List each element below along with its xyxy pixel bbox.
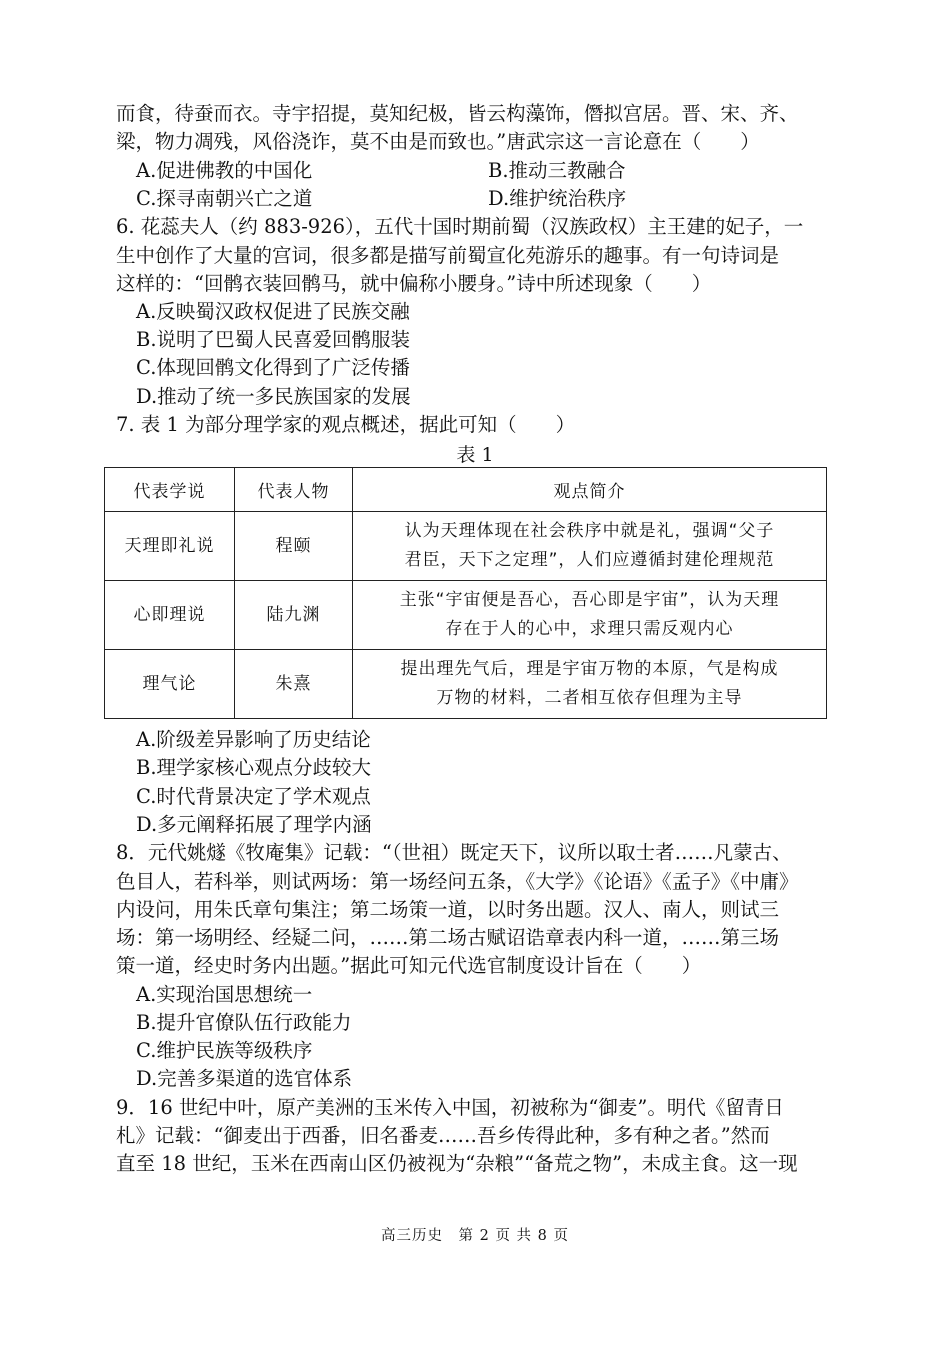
q5-line-1: 而食，待蚕而衣。寺宇招提，莫知纪极，皆云构藻饰，僭拟宫居。晋、宋、齐、 bbox=[116, 102, 799, 125]
q8-line-3: 内设问，用朱氏章句集注；第二场策一道，以时务出题。汉人、南人，则试三 bbox=[116, 898, 780, 921]
q9-line-2: 札》记载：“御麦出于西番，旧名番麦……吾乡传得此种，多有种之者。”然而 bbox=[116, 1124, 770, 1147]
cell-person: 朱熹 bbox=[235, 650, 353, 719]
q5-option-c: C.探寻南朝兴亡之道 bbox=[136, 187, 313, 210]
table-row bbox=[105, 581, 827, 650]
cell-view bbox=[353, 512, 827, 581]
cell-view-line: 认为天理体现在社会秩序中就是礼，强调“父子 bbox=[404, 521, 775, 541]
table-caption: 表 1 bbox=[456, 444, 494, 466]
q6-line-3: 这样的：“回鹘衣装回鹘马，就中偏称小腰身。”诗中所述现象（ ） bbox=[116, 272, 712, 295]
cell-view-line: 提出理先气后，理是宇宙万物的本原，气是构成 bbox=[400, 659, 779, 679]
q8-line-4: 场：第一场明经、经疑二问，……第二场古赋诏诰章表内科一道，……第三场 bbox=[116, 926, 780, 949]
table-row bbox=[105, 650, 827, 719]
q8-option-a: A.实现治国思想统一 bbox=[136, 983, 313, 1006]
q6-option-a: A.反映蜀汉政权促进了民族交融 bbox=[136, 300, 410, 323]
theory-table bbox=[104, 467, 827, 719]
cell-person: 陆九渊 bbox=[235, 581, 353, 650]
cell-view-line: 君臣，天下之定理”，人们应遵循封建伦理规范 bbox=[404, 550, 775, 570]
q8-option-c: C.维护民族等级秩序 bbox=[136, 1039, 313, 1062]
table-row bbox=[105, 512, 827, 581]
cell-view bbox=[353, 650, 827, 719]
table-header-row bbox=[105, 468, 827, 512]
cell-person: 程颐 bbox=[235, 512, 353, 581]
q5-option-d: D.维护统治秩序 bbox=[488, 187, 627, 210]
q9-line-3: 直至 18 世纪，玉米在西南山区仍被视为“杂粮”“备荒之物”，未成主食。这一现 bbox=[116, 1152, 798, 1175]
q5-option-a: A.促进佛教的中国化 bbox=[136, 159, 313, 182]
cell-view-line: 万物的材料，二者相互依存但理为主导 bbox=[436, 688, 743, 708]
cell-view-line: 主张“宇宙便是吾心，吾心即是宇宙”，认为天理 bbox=[399, 590, 780, 610]
cell-school: 心即理说 bbox=[105, 581, 235, 650]
q7-option-d: D.多元阐释拓展了理学内涵 bbox=[136, 813, 372, 836]
q8-option-d: D.完善多渠道的选官体系 bbox=[136, 1067, 353, 1090]
q5-line-2: 梁，物力凋残，风俗浇诈，莫不由是而致也。”唐武宗这一言论意在（ ） bbox=[116, 130, 760, 153]
q8-line-5: 策一道，经史时务内出题。”据此可知元代选官制度设计旨在（ ） bbox=[116, 954, 702, 977]
header-person: 代表人物 bbox=[235, 468, 353, 512]
page-footer: 高三历史 第 2 页 共 8 页 bbox=[381, 1228, 569, 1244]
q8-line-2: 色目人，若科举，则试两场：第一场经问五条，《大学》《论语》《孟子》《中庸》 bbox=[116, 870, 799, 893]
q7-option-b: B.理学家核心观点分歧较大 bbox=[136, 756, 372, 779]
cell-view bbox=[353, 581, 827, 650]
q6-line-2: 生中创作了大量的宫词，很多都是描写前蜀宣化苑游乐的趣事。有一句诗词是 bbox=[116, 244, 780, 267]
q8-line-1: 8．元代姚燧《牧庵集》记载：“（世祖）既定天下，议所以取士者……凡蒙古、 bbox=[116, 841, 792, 864]
q7-stem: 7. 表 1 为部分理学家的观点概述，据此可知（ ） bbox=[116, 413, 576, 436]
q7-option-a: A.阶级差异影响了历史结论 bbox=[136, 728, 371, 751]
q9-line-1: 9．16 世纪中叶，原产美洲的玉米传入中国，初被称为“御麦”。明代《留青日 bbox=[116, 1096, 784, 1119]
header-school: 代表学说 bbox=[105, 468, 235, 512]
q6-option-b: B.说明了巴蜀人民喜爱回鹘服装 bbox=[136, 328, 411, 351]
q6-option-c: C.体现回鹘文化得到了广泛传播 bbox=[136, 356, 410, 379]
cell-view-line: 存在于人的心中，求理只需反观内心 bbox=[445, 619, 734, 639]
q5-option-b: B.推动三教融合 bbox=[488, 159, 626, 182]
header-view: 观点简介 bbox=[353, 468, 827, 512]
q6-option-d: D.推动了统一多民族国家的发展 bbox=[136, 385, 411, 408]
cell-school: 理气论 bbox=[105, 650, 235, 719]
q8-option-b: B.提升官僚队伍行政能力 bbox=[136, 1011, 352, 1034]
q6-line-1: 6. 花蕊夫人（约 883-926），五代十国时期前蜀（汉族政权）主王建的妃子，一 bbox=[116, 215, 804, 238]
q7-option-c: C.时代背景决定了学术观点 bbox=[136, 785, 371, 808]
cell-school: 天理即礼说 bbox=[105, 512, 235, 581]
